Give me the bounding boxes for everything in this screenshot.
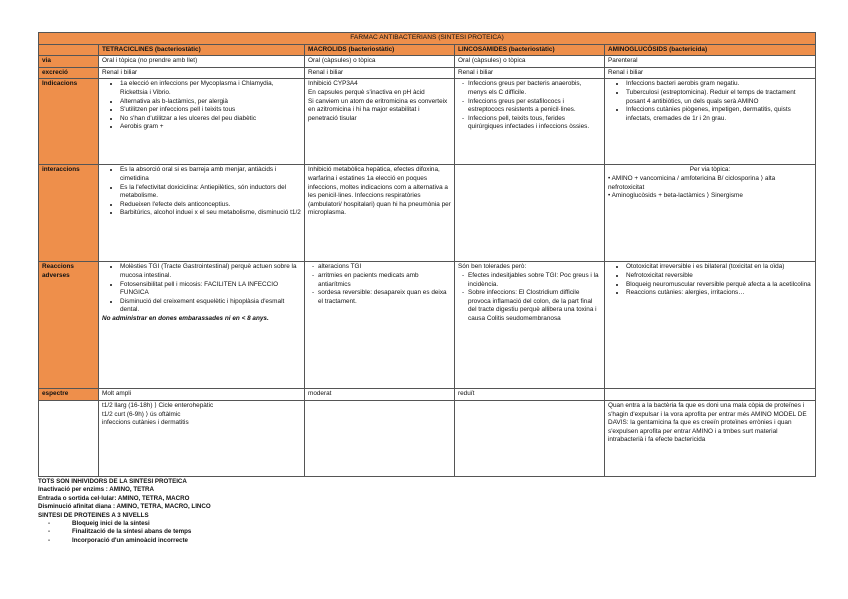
row-extra <box>39 400 816 476</box>
cell-reaccions-linco <box>455 262 605 389</box>
label-excrecio: excreció <box>39 67 99 79</box>
list-item: • Redueixen l'efecte dels anticonceptius. <box>120 201 301 210</box>
list-item: - sordesa reversible: desapareix quan es deixa el tractament. <box>312 289 451 306</box>
text-line: Inhibició CYP3A4 <box>308 80 358 88</box>
cell-interaccions-macro: Inhibició metabòlica hepàtica, efectes difoxina, warfarina i estatines 1a elecció en poques infeccions, moltes indicacions com a alternativa a les penicil·lines. Infeccions respiratòries (ambulatori/ hospitalari) quan hi ha pneumònia per microplasma. <box>305 165 455 262</box>
document-page <box>38 32 815 545</box>
list-item: - arritmies en pacients medicats amb antiarítmics <box>312 272 451 289</box>
list-item: - Efectes indesitjables sobre TGI: Poc greus i la incidència. <box>462 272 601 289</box>
list-item: • Nefrotoxicitat reversible <box>626 272 812 281</box>
cell-reaccions-amino <box>605 262 816 389</box>
list-item: - Infeccions greus per estafilococs i estreptococs resistents a penicil·lines. <box>462 98 601 115</box>
cell-espectre-amino <box>605 389 816 401</box>
cell-excrecio-macro: Renal i biliar <box>305 67 455 79</box>
cell-extra-amino: Quan entra a la bactèria fa que es doni una mala còpia de proteïnes i s'hagin d'expulsar i la vora aprofita per entrar més AMINO MODEL DE DAVIS: la gentamicina fa que es creeïn proteïnes errònies i quan s'expulsen aprofita per entrar AMINO i a tmbes surt material intrabacterià i fa efecte bactericida <box>605 400 816 476</box>
cell-espectre-linco: reduït <box>455 389 605 401</box>
list-item: • Es la absorció oral si es barreja amb menjar, antiàcids i cimetidina <box>120 166 301 183</box>
cell-reaccions-macro <box>305 262 455 389</box>
cell-excrecio-tetra: Renal i biliar <box>99 67 305 79</box>
cell-interaccions-amino <box>605 165 816 262</box>
list-item: - Finalització de la síntesi abans de temps <box>48 528 815 536</box>
text-line: En capsules perquè s'inactiva en pH àcid <box>308 88 425 96</box>
cell-indicacions-tetra <box>99 79 305 165</box>
header-tetraciclines: TETRACICLINES (bacteriostàtic) <box>99 44 305 56</box>
row-indicacions <box>39 79 816 165</box>
list-item: • Es la l'efectivitat doxiciclina: Antiepilètics, són inductors del metabolisme. <box>120 184 301 201</box>
list-item: - Incorporació d'un aminoàcid incorrecte <box>48 537 815 545</box>
cell-via-linco: Oral (càpsules) o tòpica <box>455 56 605 68</box>
header-aminoglucosids: AMINOGLUCÒSIDS (bactericida) <box>605 44 816 56</box>
cell-extra-tetra <box>99 400 305 476</box>
text-line: Són ben tolerades però: <box>458 263 527 271</box>
row-via <box>39 56 816 68</box>
label-espectre: espectre <box>39 389 99 401</box>
table-title: FARMAC ANTIBACTERIANS (SINTESI PROTEICA) <box>39 33 816 45</box>
label-indicacions: Indicacions <box>39 79 99 165</box>
label-via: via <box>39 56 99 68</box>
list-item: - Infeccions greus per bacteris anaerobis, menys els C difficile. <box>462 80 601 97</box>
list-item: • No s'han d'utilitzar a les ulceres del peu diabètic <box>120 115 301 124</box>
levels-list <box>38 520 815 545</box>
text-line: t1/2 llarg (16-18h) ⟩ Cicle enterohepàtic <box>102 401 214 409</box>
list-item: • Alternativa als b-lactàmics, per alergià <box>120 98 301 107</box>
label-extra <box>39 400 99 476</box>
label-reaccions: Reaccions adverses <box>39 262 99 389</box>
list-item: • Barbitúrics, alcohol induei x el seu metabolisme, disminució t1/2 <box>120 209 301 218</box>
list-item: • Aerobis gram + <box>120 123 301 132</box>
cell-extra-macro <box>305 400 455 476</box>
row-reaccions <box>39 262 816 389</box>
footer-notes <box>38 478 815 545</box>
note-line: Inactivació per enzims : AMINO, TETRA <box>38 486 154 494</box>
note-line: Entrada o sortida cel·lular: AMINO, TETRA, MACRO <box>38 494 190 502</box>
cell-via-macro: Oral (càpsules) o tòpica <box>305 56 455 68</box>
cell-excrecio-linco: Renal i biliar <box>455 67 605 79</box>
row-interaccions <box>39 165 816 262</box>
list-item: • Molèsties TGI (Tracte Gastrointestinal) perquè actuen sobre la mucosa intestinal. <box>120 263 301 280</box>
cell-espectre-macro: moderat <box>305 389 455 401</box>
list-item: - Bloqueig inici de la síntesi <box>48 520 815 528</box>
cell-espectre-tetra: Molt ampli <box>99 389 305 401</box>
list-item: • Bloqueig neuromuscular reversible perquè afecta a la acetilcolina <box>626 281 812 290</box>
corner-cell <box>39 44 99 56</box>
text-line: • Aminoglucòsids + beta-lactàmics ⟩ Sinergisme <box>608 192 743 200</box>
cell-via-tetra: Oral i tòpica (no prendre amb llet) <box>99 56 305 68</box>
column-header-row <box>39 44 816 56</box>
cell-interaccions-tetra <box>99 165 305 262</box>
list-item: • Reaccions cutànies: alergies, irritacions… <box>626 289 812 298</box>
text-line: Si canviem un atom de eritromicina es converteix en azitromicina i hi ha major estabilitat i penetració tisular <box>308 97 448 122</box>
cell-reaccions-tetra <box>99 262 305 389</box>
row-espectre <box>39 389 816 401</box>
cell-indicacions-amino <box>605 79 816 165</box>
note-line: TOTS SON INHIVIDORS DE LA SINTESI PROTEICA <box>38 477 187 485</box>
list-item: • Infeccions cutànies piògenes, impetigen, dermatitis, quists infectats, cremades de 1r i 2n grau. <box>626 106 812 123</box>
cell-via-amino: Parenteral <box>605 56 816 68</box>
list-item: - Infeccions pell, teixits tous, ferides quirúrgiques infectades i infeccions òssies. <box>462 115 601 132</box>
list-item: • Fotosensibilitat pell i micosis: FACILITEN LA INFECCIO FUNGICA <box>120 281 301 298</box>
list-item: - Sobre infeccions: El Clostridium difficile provoca inflamació del colon, de la part final del tracte digestiu perquè allibera una toxina i causa Colitis seudomembranosa <box>462 289 601 323</box>
cell-interaccions-linco <box>455 165 605 262</box>
row-excrecio <box>39 67 816 79</box>
note-line: Disminució afinitat diana : AMINO, TETRA, MACRO, LINCO <box>38 503 211 511</box>
label-interaccions: interaccions <box>39 165 99 262</box>
table-title-row <box>39 33 816 45</box>
cell-indicacions-linco <box>455 79 605 165</box>
list-item: • Infeccions bacteri aerobis gram negatiu. <box>626 80 812 89</box>
header-macrolids: MACROLIDS (bacteriostàtic) <box>305 44 455 56</box>
note-line: SINTESI DE PROTEINES A 3 NIVELLS <box>38 511 149 519</box>
header-lincosamides: LINCOSAMIDES (bacteriostàtic) <box>455 44 605 56</box>
text-line: • AMINO + vancomicina / amfotericina B/ ciclosporina ⟩ alta nefrotoxicitat <box>608 174 776 191</box>
list-item: • 1a elecció en infeccions per Mycoplasma i Chlamydia, Rickettsia i Vibrio. <box>120 80 301 97</box>
cell-extra-linco <box>455 400 605 476</box>
text-line: t1/2 curt (6-9h) ⟩ ús oftàlmic <box>102 410 181 418</box>
cell-excrecio-amino: Renal i biliar <box>605 67 816 79</box>
list-item: • Disminució del creixement esquelètic i hipoplàsia d'esmalt dental. <box>120 298 301 315</box>
antibacterial-table <box>38 32 816 477</box>
list-item: • S'utilitzen per infeccions pell i teixits tous <box>120 106 301 115</box>
cell-indicacions-macro <box>305 79 455 165</box>
text-line: infeccions cutànies i dermatitis <box>102 419 189 427</box>
text-line: No administrar en dones embarassades ni en < 8 anys. <box>102 314 269 322</box>
text-line: Per via tòpica: <box>689 166 731 174</box>
list-item: - alteracions TGI <box>312 263 451 272</box>
list-item: • Tuberculosi (estreptomicina). Reduir el temps de tractament posant 4 antibiòtics, un dels quals serà AMINO <box>626 89 812 106</box>
list-item: • Ototoxicitat irreversible i es bilateral (toxicitat en la oïda) <box>626 263 812 272</box>
